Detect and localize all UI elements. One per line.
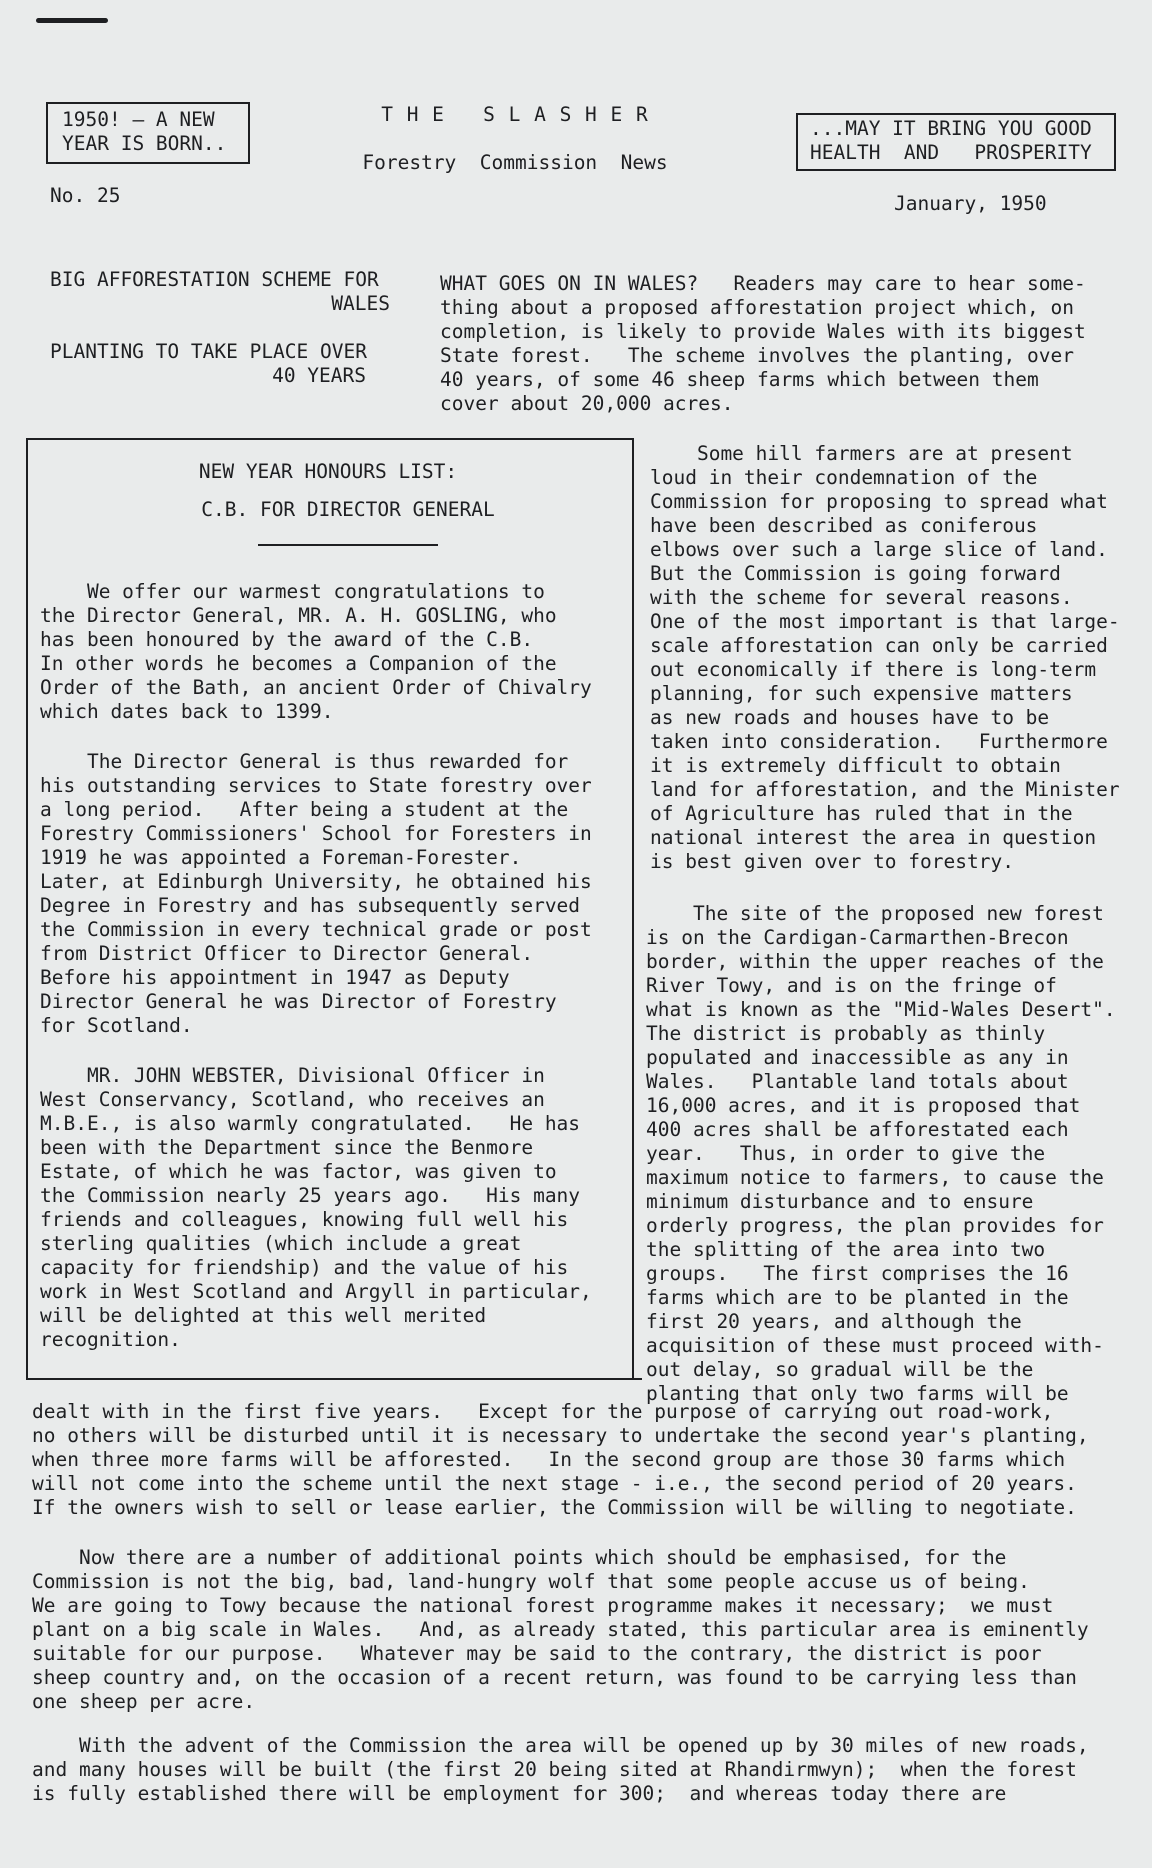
text-line: will not come into the scheme until the next stage - i.e., the second period of 20 years. xyxy=(32,1472,1077,1495)
text-line: national interest the area in question xyxy=(650,826,1097,849)
right-column-paragraph xyxy=(650,442,1120,874)
text-line: maximum notice to farmers, to cause the xyxy=(646,1166,1104,1189)
text-line: year. Thus, in order to give the xyxy=(646,1142,1046,1165)
text-line: The district is probably as thinly xyxy=(646,1022,1046,1045)
text-line: In other words he becomes a Companion of the xyxy=(40,652,557,675)
text-line: border, within the upper reaches of the xyxy=(646,950,1104,973)
full-width-paragraph xyxy=(32,1734,1089,1806)
text-line: is best given over to forestry. xyxy=(650,850,1014,873)
text-line: 16,000 acres, and it is proposed that xyxy=(646,1094,1081,1117)
text-line: suitable for our purpose. Whatever may be said to the contrary, the district is poor xyxy=(32,1642,1042,1665)
text-line: acquisition of these must proceed with- xyxy=(646,1334,1104,1357)
intro-paragraph xyxy=(440,272,1086,416)
text-line: land for afforestation, and the Minister xyxy=(650,778,1120,801)
text-line: have been described as coniferous xyxy=(650,514,1038,537)
text-line: Before his appointment in 1947 as Deputy xyxy=(40,966,510,989)
text-line: dealt with in the first five years. Except for the purpose of carrying out road-work, xyxy=(32,1400,1054,1423)
text-line: 400 acres shall be afforestated each xyxy=(646,1118,1069,1141)
text-line: If the owners wish to sell or lease earlier, the Commission will be willing to negotiate. xyxy=(32,1496,1077,1519)
honours-paragraph xyxy=(40,1064,592,1352)
text-line: sheep country and, on the occasion of a recent return, was found to be carrying less than xyxy=(32,1666,1077,1689)
text-line: taken into consideration. Furthermore xyxy=(650,730,1108,753)
text-line: populated and inaccessible as any in xyxy=(646,1046,1069,1069)
text-line: 40 years, of some 46 sheep farms which between them xyxy=(440,368,1039,391)
text-line: work in West Scotland and Argyll in particular, xyxy=(40,1280,592,1303)
text-line: Degree in Forestry and has subsequently served xyxy=(40,894,581,917)
text-line: cover about 20,000 acres. xyxy=(440,392,734,415)
text-line: when three more farms will be afforested. In the second group are those 30 farms which xyxy=(32,1448,1066,1471)
text-line: of Agriculture has ruled that in the xyxy=(650,802,1073,825)
text-line: groups. The first comprises the 16 xyxy=(646,1262,1069,1285)
text-line: it is extremely difficult to obtain xyxy=(650,754,1061,777)
text-line: planning, for such expensive matters xyxy=(650,682,1073,705)
issue-date: January, 1950 xyxy=(894,192,1047,215)
text-line: But the Commission is going forward xyxy=(650,562,1061,585)
text-line: minimum disturbance and to ensure xyxy=(646,1190,1034,1213)
text-line: the Commission nearly 25 years ago. His many xyxy=(40,1184,581,1207)
text-line: plant on a big scale in Wales. And, as already stated, this particular area is eminently xyxy=(32,1618,1089,1641)
text-line: one sheep per acre. xyxy=(32,1690,256,1713)
honours-paragraph xyxy=(40,750,592,1038)
text-line: capacity for friendship) and the value of his xyxy=(40,1256,569,1279)
text-line: Commission is not the big, bad, land-hungry wolf that some people accuse us of being. xyxy=(32,1570,1030,1593)
text-line: his outstanding services to State forestry over xyxy=(40,774,592,797)
honours-subtitle: C.B. FOR DIRECTOR GENERAL xyxy=(201,498,495,521)
ink-smudge xyxy=(36,18,108,23)
honours-title: NEW YEAR HONOURS LIST: xyxy=(198,460,458,483)
text-line: M.B.E., is also warmly congratulated. He has xyxy=(40,1112,581,1135)
text-line: is on the Cardigan-Carmarthen-Brecon xyxy=(646,926,1069,949)
text-line: a long period. After being a student at the xyxy=(40,798,569,821)
full-width-paragraph xyxy=(32,1400,1089,1520)
text-line: The site of the proposed new forest xyxy=(646,902,1104,925)
right-column-paragraph xyxy=(646,902,1116,1406)
text-line: the splitting of the area into two xyxy=(646,1238,1046,1261)
text-line: orderly progress, the plan provides for xyxy=(646,1214,1104,1237)
header-left-box xyxy=(46,102,250,164)
text-line: is fully established there will be employment for 300; and whereas today there are xyxy=(32,1782,1007,1805)
text-line: Wales. Plantable land totals about xyxy=(646,1070,1069,1093)
text-line: from District Officer to Director General. xyxy=(40,942,534,965)
header-left-line: 1950! — A NEW xyxy=(62,108,215,131)
text-line: which dates back to 1399. xyxy=(40,700,334,723)
header-right-box xyxy=(796,113,1116,171)
masthead-subtitle: Forestry Commission News xyxy=(362,151,668,174)
text-line: Commission for proposing to spread what xyxy=(650,490,1108,513)
text-line: first 20 years, and although the xyxy=(646,1310,1022,1333)
masthead-title: T H E S L A S H E R xyxy=(381,103,649,126)
text-line: Some hill farmers are at present xyxy=(650,442,1073,465)
side-heading-line: BIG AFFORESTATION SCHEME FOR xyxy=(50,268,379,291)
text-line: MR. JOHN WEBSTER, Divisional Officer in xyxy=(40,1064,545,1087)
text-line: Later, at Edinburgh University, he obtained his xyxy=(40,870,592,893)
text-line: WHAT GOES ON IN WALES? Readers may care to hear some- xyxy=(440,272,1086,295)
honours-paragraph xyxy=(40,580,592,724)
text-line: out delay, so gradual will be the xyxy=(646,1358,1034,1381)
text-line: 1919 he was appointed a Foreman-Forester. xyxy=(40,846,522,869)
text-line: River Towy, and is on the fringe of xyxy=(646,974,1057,997)
text-line: scale afforestation can only be carried xyxy=(650,634,1108,657)
text-line: With the advent of the Commission the area will be opened up by 30 miles of new roads, xyxy=(32,1734,1089,1757)
honours-box-bottom-border xyxy=(26,1378,642,1380)
text-line: loud in their condemnation of the xyxy=(650,466,1038,489)
honours-rule xyxy=(258,544,438,546)
text-line: Order of the Bath, an ancient Order of Chivalry xyxy=(40,676,592,699)
text-line: We are going to Towy because the national forest programme makes it necessary; we must xyxy=(32,1594,1054,1617)
issue-number: No. 25 xyxy=(50,184,121,207)
side-heading-line: 40 YEARS xyxy=(272,364,366,387)
text-line: out economically if there is long-term xyxy=(650,658,1097,681)
text-line: as new roads and houses have to be xyxy=(650,706,1050,729)
side-heading-line: WALES xyxy=(331,292,390,315)
text-line: West Conservancy, Scotland, who receives an xyxy=(40,1088,545,1111)
text-line: farms which are to be planted in the xyxy=(646,1286,1069,1309)
text-line: friends and colleagues, knowing full well his xyxy=(40,1208,569,1231)
text-line: Director General he was Director of Forestry xyxy=(40,990,557,1013)
side-heading-line: PLANTING TO TAKE PLACE OVER xyxy=(50,340,367,363)
full-width-paragraph xyxy=(32,1546,1089,1714)
text-line: for Scotland. xyxy=(40,1014,193,1037)
text-line: with the scheme for several reasons. xyxy=(650,586,1073,609)
text-line: the Commission in every technical grade or post xyxy=(40,918,592,941)
text-line: recognition. xyxy=(40,1328,181,1351)
text-line: the Director General, MR. A. H. GOSLING, who xyxy=(40,604,557,627)
text-line: has been honoured by the award of the C.B. xyxy=(40,628,534,651)
text-line: been with the Department since the Benmore xyxy=(40,1136,534,1159)
text-line: completion, is likely to provide Wales with its biggest xyxy=(440,320,1086,343)
text-line: We offer our warmest congratulations to xyxy=(40,580,545,603)
text-line: The Director General is thus rewarded for xyxy=(40,750,569,773)
text-line: elbows over such a large slice of land. xyxy=(650,538,1108,561)
header-right-line: ...MAY IT BRING YOU GOOD xyxy=(810,117,1092,140)
text-line: thing about a proposed afforestation project which, on xyxy=(440,296,1074,319)
text-line: Forestry Commissioners' School for Foresters in xyxy=(40,822,592,845)
text-line: will be delighted at this well merited xyxy=(40,1304,487,1327)
text-line: planting that only two farms will be xyxy=(646,1382,1069,1405)
header-left-line: YEAR IS BORN.. xyxy=(62,132,227,155)
text-line: Now there are a number of additional points which should be emphasised, for the xyxy=(32,1546,1007,1569)
text-line: Estate, of which he was factor, was given to xyxy=(40,1160,557,1183)
text-line: and many houses will be built (the first 20 being sited at Rhandirmwyn); when the forest xyxy=(32,1758,1077,1781)
text-line: State forest. The scheme involves the planting, over xyxy=(440,344,1074,367)
text-line: One of the most important is that large- xyxy=(650,610,1120,633)
header-right-line: HEALTH AND PROSPERITY xyxy=(810,141,1092,164)
text-line: sterling qualities (which include a great xyxy=(40,1232,522,1255)
text-line: no others will be disturbed until it is necessary to undertake the second year's planting, xyxy=(32,1424,1089,1447)
text-line: what is known as the "Mid-Wales Desert". xyxy=(646,998,1116,1021)
